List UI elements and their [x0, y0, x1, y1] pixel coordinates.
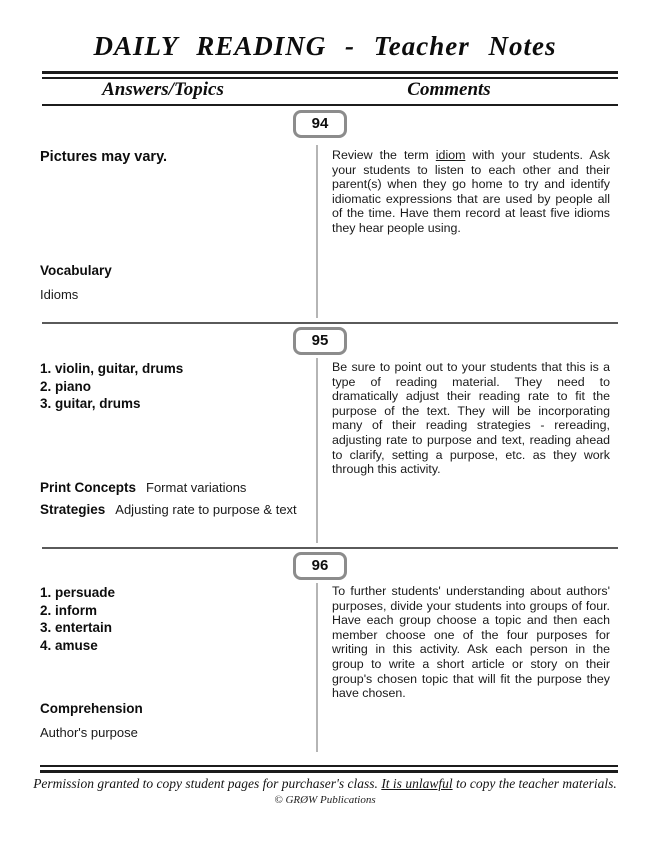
section-95-answers — [40, 360, 308, 413]
section-95-comment: Be sure to point out to your students that this is a type of reading material. They need to dramatically adjust their reading rate to fit the purpose of the text. They will be incorporating many of their reading strategies - rereading, adjusting rate to purpose and text, reading ahead to clarify, setting a purpose, etc. as they work through this activity. — [332, 360, 610, 477]
section-94-number-box: 94 — [293, 110, 347, 138]
answers-column-header: Answers/Topics — [102, 79, 224, 100]
section-96-number-box: 96 — [293, 552, 347, 580]
skill-value: Idioms — [40, 287, 79, 302]
section-96-column-divider — [316, 583, 318, 752]
answer-line: 1. persuade — [40, 585, 116, 600]
answer-line: 3. guitar, drums — [40, 396, 141, 411]
answer-line: 2. piano — [40, 378, 92, 394]
comment-text: Review the term — [332, 148, 436, 162]
section-96-comment: To further students' understanding about authors' purposes, divide your students into groups of four. Have each group choose a topic and then each member choose one of the four purposes for writing in this activity. Ask each person in the group to write a short article or story on their group's chosen topic that will fit the purpose they have chosen. — [332, 584, 610, 701]
header-rule — [42, 104, 618, 106]
underlined-term: idiom — [435, 148, 466, 162]
footer-double-rule — [40, 765, 618, 773]
comments-column-header: Comments — [407, 79, 491, 100]
permission-text: to copy the teacher materials. — [452, 776, 617, 791]
answer-line: 4. amuse — [40, 637, 98, 653]
section-94-comment — [332, 148, 610, 236]
permission-text: Permission granted to copy student pages for purchaser's class. — [33, 776, 382, 791]
page-title: DAILY READING - Teacher Notes — [93, 31, 557, 61]
section-94-answer: Pictures may vary. — [40, 149, 168, 165]
section-divider — [42, 322, 618, 324]
publisher-credit: © GRØW Publications — [274, 794, 376, 806]
copyright-permission-line — [0, 776, 650, 792]
skill-category-label: Strategies — [40, 502, 106, 517]
section-94-skills — [40, 262, 308, 302]
header-double-rule — [42, 71, 618, 79]
skill-value: Adjusting rate to purpose & text — [115, 502, 297, 517]
section-95-number-box: 95 — [293, 327, 347, 355]
skill-category-label: Vocabulary — [40, 263, 112, 278]
section-96-answers — [40, 584, 308, 654]
skill-category-label: Print Concepts — [40, 480, 137, 495]
skill-value: Format variations — [146, 480, 247, 495]
section-95-skill-row-2 — [40, 501, 330, 519]
skill-value: Author's purpose — [40, 725, 138, 740]
unlawful-underlined-text: It is unlawful — [381, 776, 453, 791]
section-94-column-divider — [316, 145, 318, 318]
answer-line: 3. entertain — [40, 620, 113, 635]
section-96-skills — [40, 700, 308, 740]
answer-line: 1. violin, guitar, drums — [40, 361, 184, 376]
comment-text: with your students. Ask your students to listen to each other and their parent(s) when they go home to try and identify idiomatic expressions that are used by people all of the time. Have them record at least five idioms they hear people using. — [332, 148, 610, 235]
answer-line: 2. inform — [40, 602, 98, 618]
skill-category-label: Comprehension — [40, 701, 143, 716]
section-95-skill-row-1 — [40, 479, 330, 497]
section-divider — [42, 547, 618, 549]
